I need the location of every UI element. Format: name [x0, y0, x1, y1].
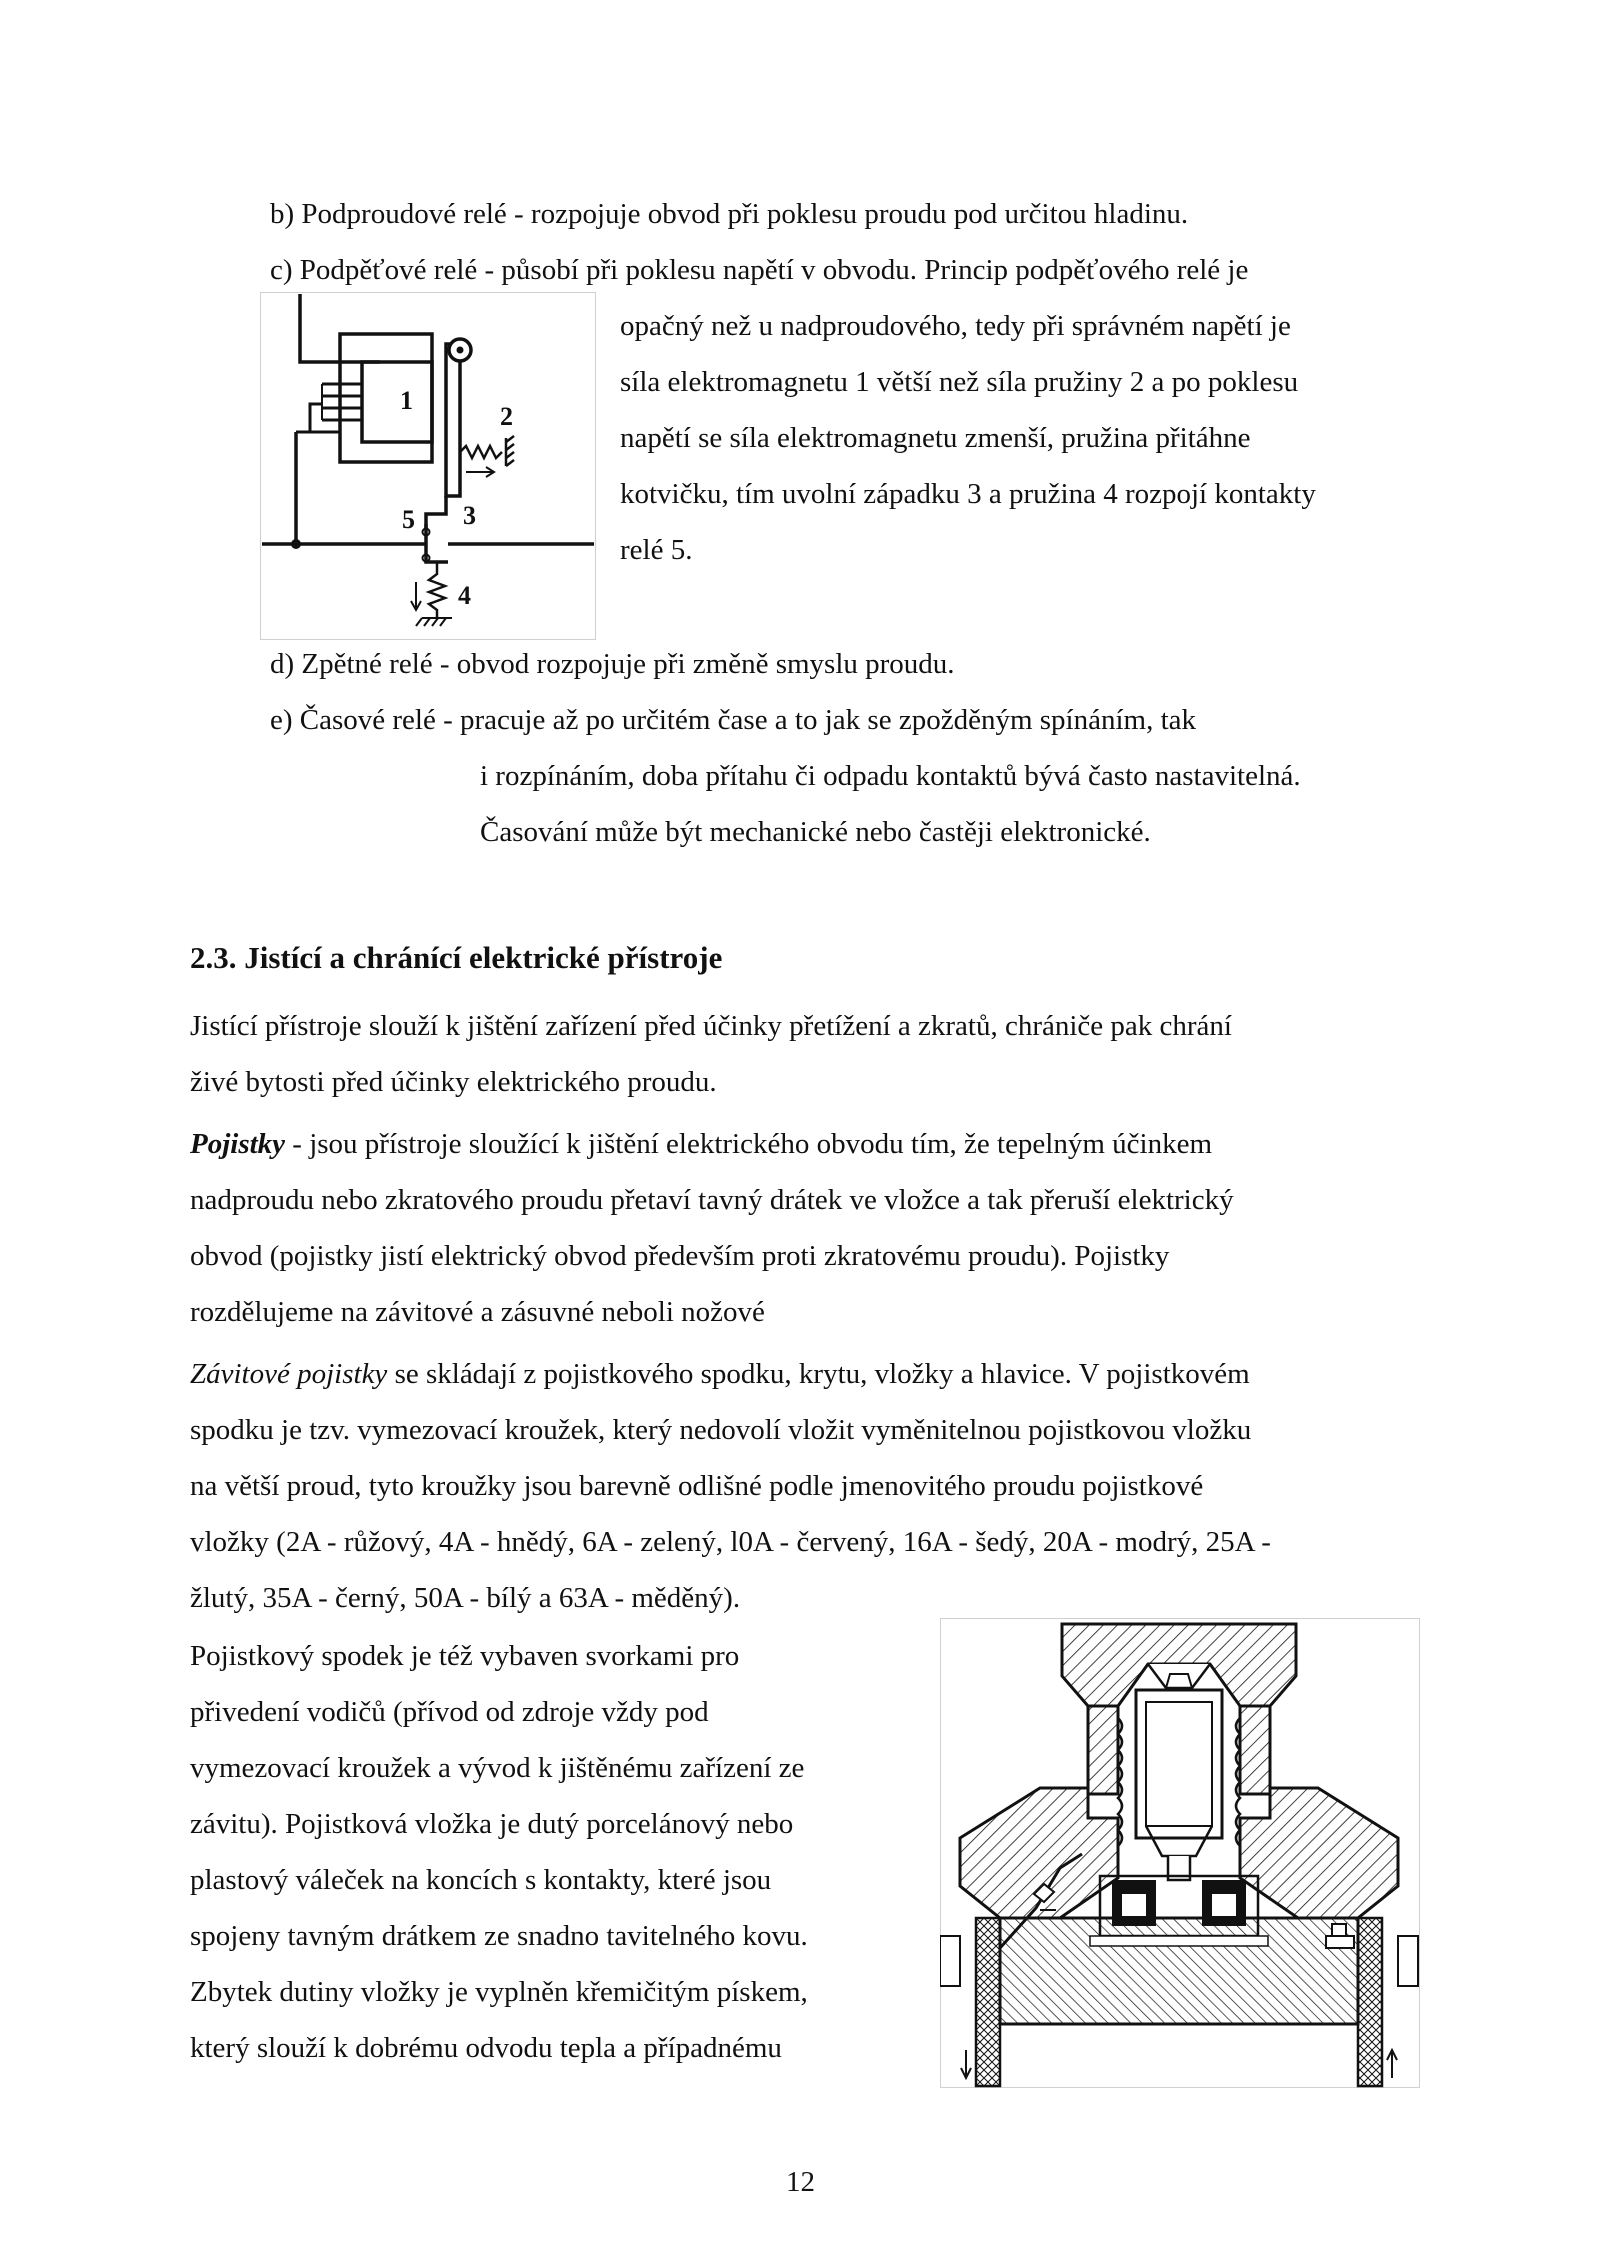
label-2: 2	[500, 402, 513, 431]
pojistky-first-text: - jsou přístroje sloužící k jištění elektrického obvodu tím, že tepelným účinkem	[285, 1128, 1213, 1160]
relay-c-text-line: síla elektromagnetu 1 větší než síla pružiny 2 a po poklesu	[620, 366, 1299, 398]
relay-e-line: e) Časové relé - pracuje až po určitém čase a to jak se zpožděným spínáním, tak	[270, 704, 1197, 736]
relay-c-text-line: relé 5.	[620, 534, 693, 566]
relay-d-line: d) Zpětné relé - obvod rozpojuje při změně smyslu proudu.	[270, 648, 955, 680]
relay-c-text-line: napětí se síla elektromagnetu zmenší, pružina přitáhne	[620, 422, 1251, 454]
zavitove-paragraph-line: žlutý, 35A - černý, 50A - bílý a 63A - měděný).	[190, 1582, 741, 1614]
relay-c-line: c) Podpěťové relé - působí při poklesu napětí v obvodu. Princip podpěťového relé je	[270, 254, 1249, 286]
pojistky-term: Pojistky	[190, 1128, 286, 1160]
spodek-paragraph-line: přivedení vodičů (přívod od zdroje vždy pod	[190, 1696, 709, 1728]
zavitove-paragraph-line: vložky (2A - růžový, 4A - hnědý, 6A - zelený, l0A - červený, 16A - šedý, 20A - modrý, 25A -	[190, 1526, 1271, 1558]
relay-e-line: i rozpínáním, doba přítahu či odpadu kontaktů bývá často nastavitelná.	[480, 760, 1301, 792]
relay-e-line: Časování může být mechanické nebo častěji elektronické.	[480, 816, 1151, 848]
spodek-paragraph-line: Zbytek dutiny vložky je vyplněn křemičitým pískem,	[190, 1976, 808, 2008]
spodek-paragraph-line: vymezovací kroužek a vývod k jištěnému zařízení ze	[190, 1752, 805, 1784]
pojistky-paragraph-line: nadproudu nebo zkratového proudu přetaví tavný drátek ve vložce a tak přeruší elektrický	[190, 1184, 1234, 1216]
page-number: 12	[786, 2166, 815, 2198]
label-5: 5	[402, 505, 415, 534]
zavitove-paragraph-line	[190, 1356, 1250, 1392]
spodek-paragraph-line: plastový váleček na koncích s kontakty, které jsou	[190, 1864, 772, 1896]
undervoltage-relay-diagram	[260, 292, 596, 640]
label-1: 1	[400, 386, 413, 415]
label-3: 3	[463, 501, 476, 530]
spodek-paragraph-line: který slouží k dobrému odvodu tepla a případnému	[190, 2032, 782, 2064]
screw-fuse-cross-section-diagram	[940, 1618, 1420, 2088]
zavitove-paragraph-line: na větší proud, tyto kroužky jsou barevně odlišné podle jmenovitého proudu pojistkové	[190, 1470, 1204, 1502]
pojistky-paragraph-line: obvod (pojistky jistí elektrický obvod především proti zkratovému proudu). Pojistky	[190, 1240, 1170, 1272]
spodek-paragraph-line: závitu). Pojistková vložka je dutý porcelánový nebo	[190, 1808, 794, 1840]
intro-line: Jistící přístroje slouží k jištění zařízení před účinky přetížení a zkratů, chrániče pak chrání	[190, 1010, 1232, 1042]
spodek-paragraph-line: spojeny tavným drátkem ze snadno tavitelného kovu.	[190, 1920, 808, 1952]
label-4: 4	[458, 581, 471, 610]
zavitove-term: Závitové pojistky	[190, 1358, 388, 1390]
relay-b-line: b) Podproudové relé - rozpojuje obvod při poklesu proudu pod určitou hladinu.	[270, 198, 1189, 230]
section-heading: 2.3. Jistící a chránící elektrické přístroje	[190, 940, 723, 975]
relay-c-text-line: opačný než u nadproudového, tedy při správném napětí je	[620, 310, 1291, 342]
zavitove-first-text: se skládají z pojistkového spodku, krytu, vložky a hlavice. V pojistkovém	[387, 1358, 1250, 1390]
pojistky-paragraph-line	[190, 1126, 1212, 1162]
zavitove-paragraph-line: spodku je tzv. vymezovací kroužek, který nedovolí vložit vyměnitelnou pojistkovou vložku	[190, 1414, 1252, 1446]
pojistky-paragraph-line: rozdělujeme na závitové a zásuvné neboli nožové	[190, 1296, 765, 1328]
spodek-paragraph-line: Pojistkový spodek je též vybaven svorkami pro	[190, 1640, 740, 1672]
intro-line: živé bytosti před účinky elektrického proudu.	[190, 1066, 717, 1098]
relay-c-text-line: kotvičku, tím uvolní západku 3 a pružina 4 rozpojí kontakty	[620, 478, 1316, 510]
